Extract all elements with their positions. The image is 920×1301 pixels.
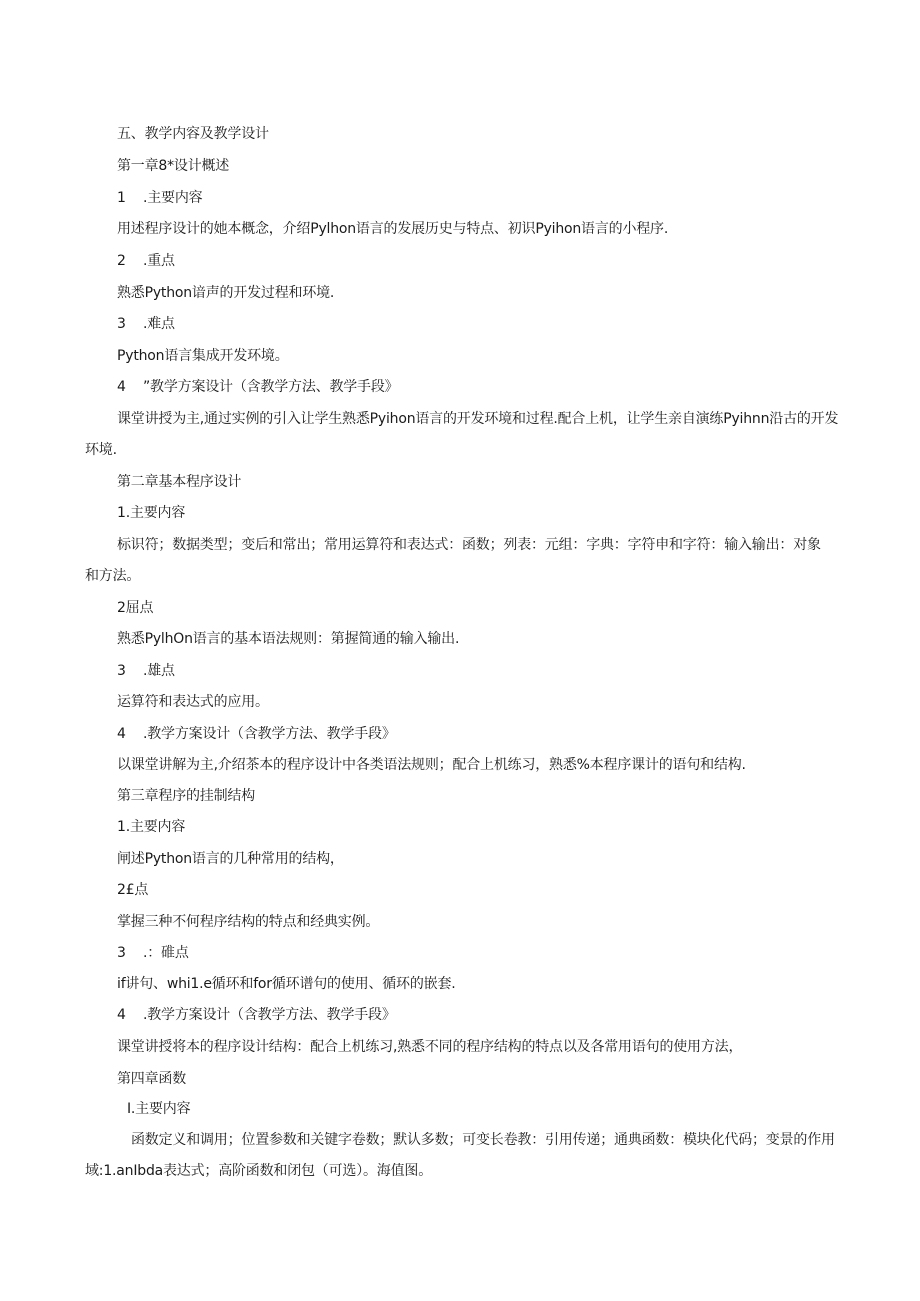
ch3-item3-number: 3: [117, 945, 126, 961]
ch4-item1-text-line1: 函数定义和调用；位置参数和关键字卷数；默认多数；可变长卷教：引用传递；通典函数：模块化代码；变景的作用: [131, 1132, 835, 1148]
ch2-item1-text-line2: 和方法。: [85, 568, 141, 584]
ch3-item3-label: .：碓点: [143, 945, 189, 961]
ch1-item4-text-line2: 环境.: [85, 442, 117, 458]
ch3-item4-label: .教学方案设计（含教学方法、教学手段》: [143, 1007, 396, 1023]
ch1-item2-text: 熟悉Python谙声的开发过程和环境.: [117, 285, 335, 301]
ch1-item3-label: .难点: [143, 316, 175, 332]
ch1-item1-number: 1: [117, 190, 126, 206]
ch2-item1-text-line1: 标识符；数据类型；变后和常出；常用运算符和表达式：函数；列表：元组：字典：字符申和字符：输入输出：对象: [117, 537, 821, 553]
ch3-item4-heading: [117, 1005, 396, 1025]
chapter-2-title: 第二章基本程序设计: [117, 474, 242, 490]
ch3-item4-number: 4: [117, 1007, 126, 1023]
ch2-item1-label: 1.主要内容: [117, 505, 186, 521]
ch2-item4-heading: [117, 724, 396, 744]
ch1-item1-label: .主要内容: [143, 190, 203, 206]
ch2-item2-text: 熟悉PylhOn语言的基本语法规则：第握简通的输入输出.: [117, 631, 460, 647]
ch3-item2-text: 掌握三种不何程序结构的特点和经典实例。: [117, 914, 380, 930]
ch1-item1-text: 用述程序设计的她本概念，介绍Pylhon语言的发展历史与特点、初识Pyihon语言的小程序.: [117, 221, 669, 237]
section-title: 五、教学内容及教学设计: [117, 126, 269, 142]
chapter-1-title: 第一章8*设计概述: [117, 158, 230, 174]
ch2-item4-text: 以课堂讲解为主,介绍茶本的程序设计中各类语法规则；配合上机练习，熟悉%本程序课计的语句和结构.: [117, 757, 746, 773]
chapter-3-title: 第三章程序的挂制结构: [117, 788, 255, 804]
ch1-item4-label: ”教学方案设计（含教学方法、教学手段》: [143, 379, 399, 395]
ch1-item2-heading: [117, 251, 175, 271]
ch1-item3-number: 3: [117, 316, 126, 332]
ch2-item3-number: 3: [117, 663, 126, 679]
ch3-item3-heading: [117, 943, 189, 963]
ch1-item2-label: .重点: [143, 253, 175, 269]
ch3-item2-label: 2£点: [117, 882, 149, 898]
ch1-item3-heading: [117, 314, 175, 334]
ch3-item3-text: if讲句、whi1.e循环和for循环谱句的使用、循环的嵌套.: [117, 976, 456, 992]
ch2-item3-label: .雄点: [143, 663, 175, 679]
ch2-item3-heading: [117, 661, 175, 681]
ch4-item1-label: I.主要内容: [127, 1101, 191, 1117]
ch3-item1-label: 1.主要内容: [117, 819, 186, 835]
ch1-item2-number: 2: [117, 253, 126, 269]
ch3-item1-text: 闸述Python语言的几种常用的结构，: [117, 851, 344, 867]
ch2-item4-number: 4: [117, 726, 126, 742]
ch2-item3-text: 运算符和表达式的应用。: [117, 694, 269, 710]
ch2-item4-label: .教学方案设计（含教学方法、教学手段》: [143, 726, 396, 742]
ch2-item2-label: 2屈点: [117, 600, 154, 616]
ch1-item4-heading: [117, 377, 398, 397]
ch1-item3-text: Python语言集成开发环境。: [117, 348, 289, 364]
ch1-item1-heading: [117, 188, 202, 208]
ch1-item4-text-line1: 课堂讲授为主,通过实例的引入让学生熟悉Pyihon语言的开发环境和过程.配合上机，让学生亲自演练Pyihnn沿古的开发: [117, 411, 839, 427]
chapter-4-title: 第四章函数: [117, 1071, 186, 1087]
ch4-item1-text-line2: 域:1.anIbda表达式；高阶函数和闭包（可选）。海值图。: [85, 1163, 433, 1179]
ch3-item4-text: 课堂讲授将本的程序设计结构：配合上机练习,熟悉不同的程序结构的特点以及各常用语句的使用方法，: [117, 1039, 743, 1055]
ch1-item4-number: 4: [117, 379, 126, 395]
